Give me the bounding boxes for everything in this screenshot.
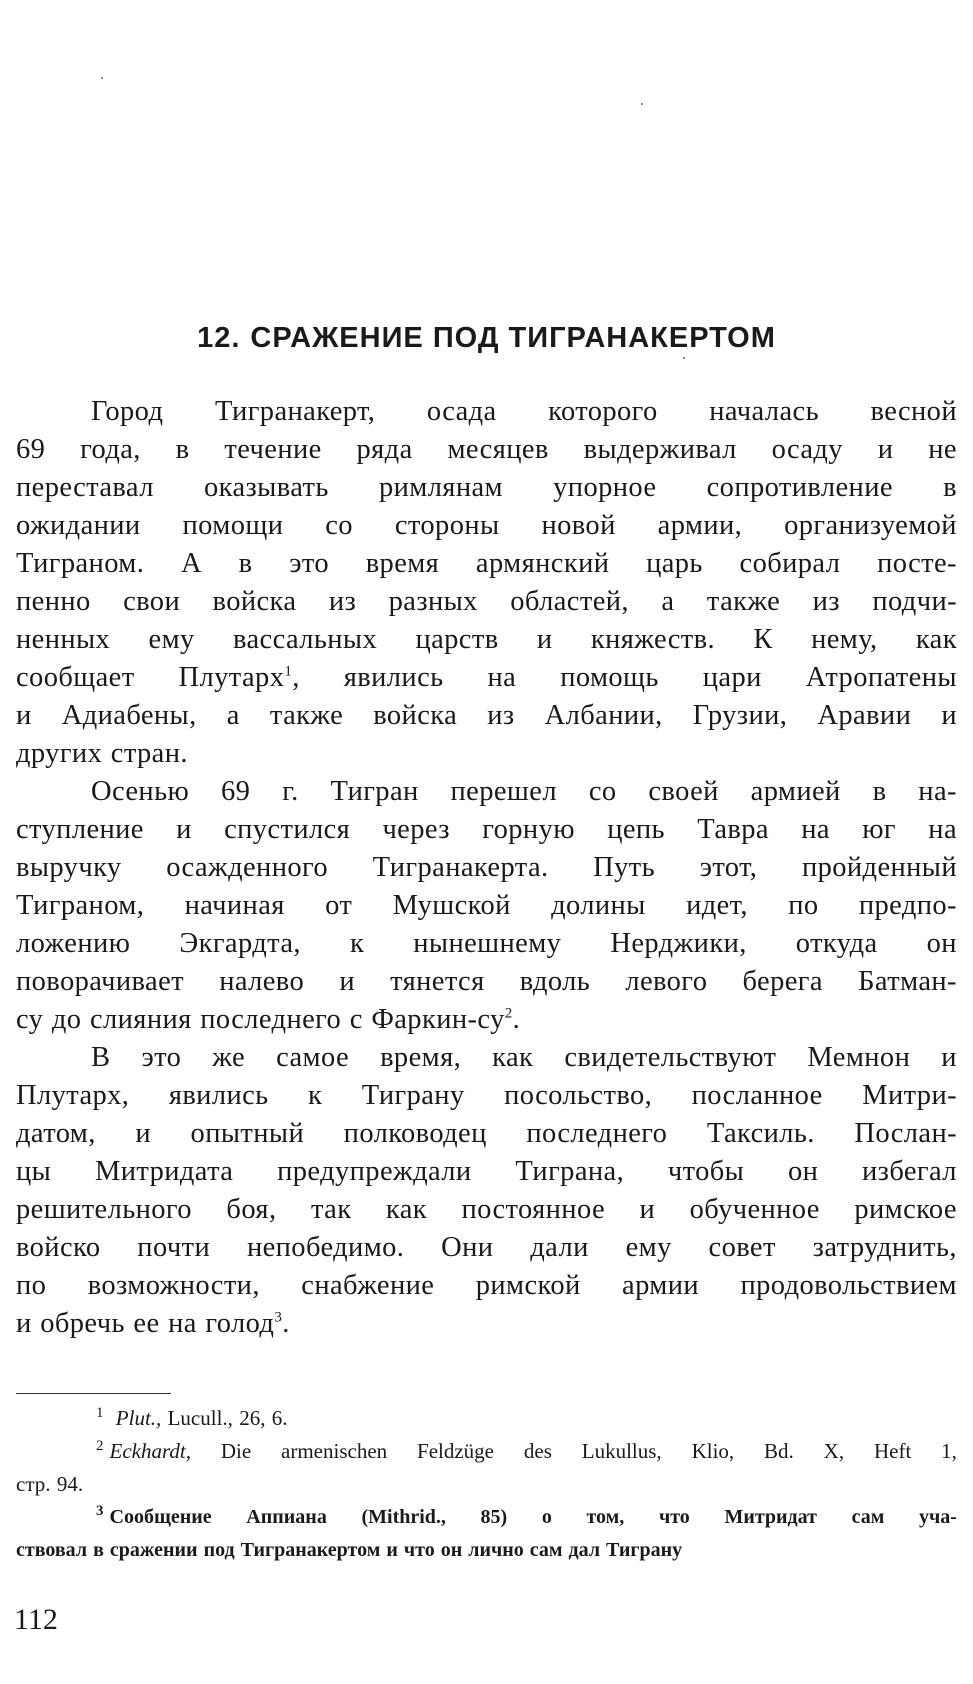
text-line: 69 года, в течение ряда месяцев выдерживал осаду и не [16,434,957,465]
chapter-number: 12. [197,322,241,354]
text-line: ненных ему вассальных царств и княжеств. К нему, как [16,624,957,655]
text-line: Тиграном. А в это время армянский царь собирал посте- [16,548,957,579]
text-line: войско почти непобедимо. Они дали ему совет затруднить, [16,1232,957,1263]
text-line: Плутарх, явились к Тиграну посольство, посланное Митри- [16,1080,957,1111]
scan-speck [683,357,685,359]
text-line: выручку осажденного Тигранакерта. Путь этот, пройденный [16,852,957,883]
text-line: переставал оказывать римлянам упорное сопротивление в [16,472,957,503]
scan-speck [641,103,643,105]
footnote-1 [16,1402,957,1435]
text-line: В это же самое время, как свидетельствуют Мемнон и [91,1042,957,1073]
footnote-line: ствовал в сражении под Тигранакертом и что он лично сам дал Тиграну [16,1539,683,1561]
text-line: ступление и спустился через горную цепь Тавра на юг на [16,814,957,845]
chapter-heading [0,322,973,355]
text-line: и обречь ее на голод$^3$. [16,1308,290,1339]
text-line: су до слияния последнего с Фаркин-$су^2$. [16,1004,521,1035]
text-line: сообщает Плутарх$^1$, явились на помощь цари Атропатены [16,662,957,693]
footnote-line: стр. 94. [16,1472,84,1496]
scan-speck [101,77,103,79]
footnote-mark: 1 [96,1405,104,1421]
text-line: пенно свои войска из разных областей, а также из подчи- [16,586,957,617]
page-number: 112 [14,1603,58,1636]
chapter-title: СРАЖЕНИЕ ПОД ТИГРАНАКЕРТОМ [250,322,776,354]
text-line: Тиграном, начиная от Мушской долины идет, по предпо- [16,890,957,921]
footnote-line: $^3$ Сообщение Аппиана (Mithrid., 85) о том, что Митридат сам уча- [96,1503,957,1528]
text-line: Осенью 69 г. Тигран перешел со своей армией в на- [91,776,957,807]
footnote-mark: 2 [96,1438,104,1454]
text-line: Город Тигранакерт, осада которого началась весной [91,396,957,427]
paragraph [16,393,957,773]
footnote-author: Eckhardt, [109,1439,191,1463]
footnote-2 [16,1435,957,1501]
footnote-author: Plut., [115,1406,162,1430]
text-line: цы Митридата предупреждали Тиграна, чтобы он избегал [16,1156,957,1187]
footnote-line: $^1$ Plut., Lucull., 26, 6. [96,1405,288,1430]
footnotes [16,1402,957,1567]
text-line: по возможности, снабжение римской армии продовольствием [16,1270,957,1301]
footnote-rule [16,1393,171,1394]
text-line: других стран. [16,738,188,769]
text-line: решительного боя, так как постоянное и обученное римское [16,1194,957,1225]
footnote-3 [16,1501,957,1567]
footnote-line: $^2$ Eckhardt, Die armenischen Feldzüge des Lukullus, Klio, Bd. X, Heft 1, [96,1438,957,1463]
footnote-mark: 3 [96,1503,104,1520]
text-line: поворачивает налево и тянется вдоль левого берега Батман- [16,966,957,997]
paragraph [16,773,957,1039]
body-text [16,393,957,1343]
text-line: ложению Экгардта, к нынешнему Нерджики, откуда он [16,928,957,959]
paragraph [16,1039,957,1343]
text-line: ожидании помощи со стороны новой армии, организуемой [16,510,957,541]
text-line: датом, и опытный полководец последнего Таксиль. Послан- [16,1118,957,1149]
text-line: и Адиабены, а также войска из Албании, Грузии, Аравии и [16,700,957,731]
